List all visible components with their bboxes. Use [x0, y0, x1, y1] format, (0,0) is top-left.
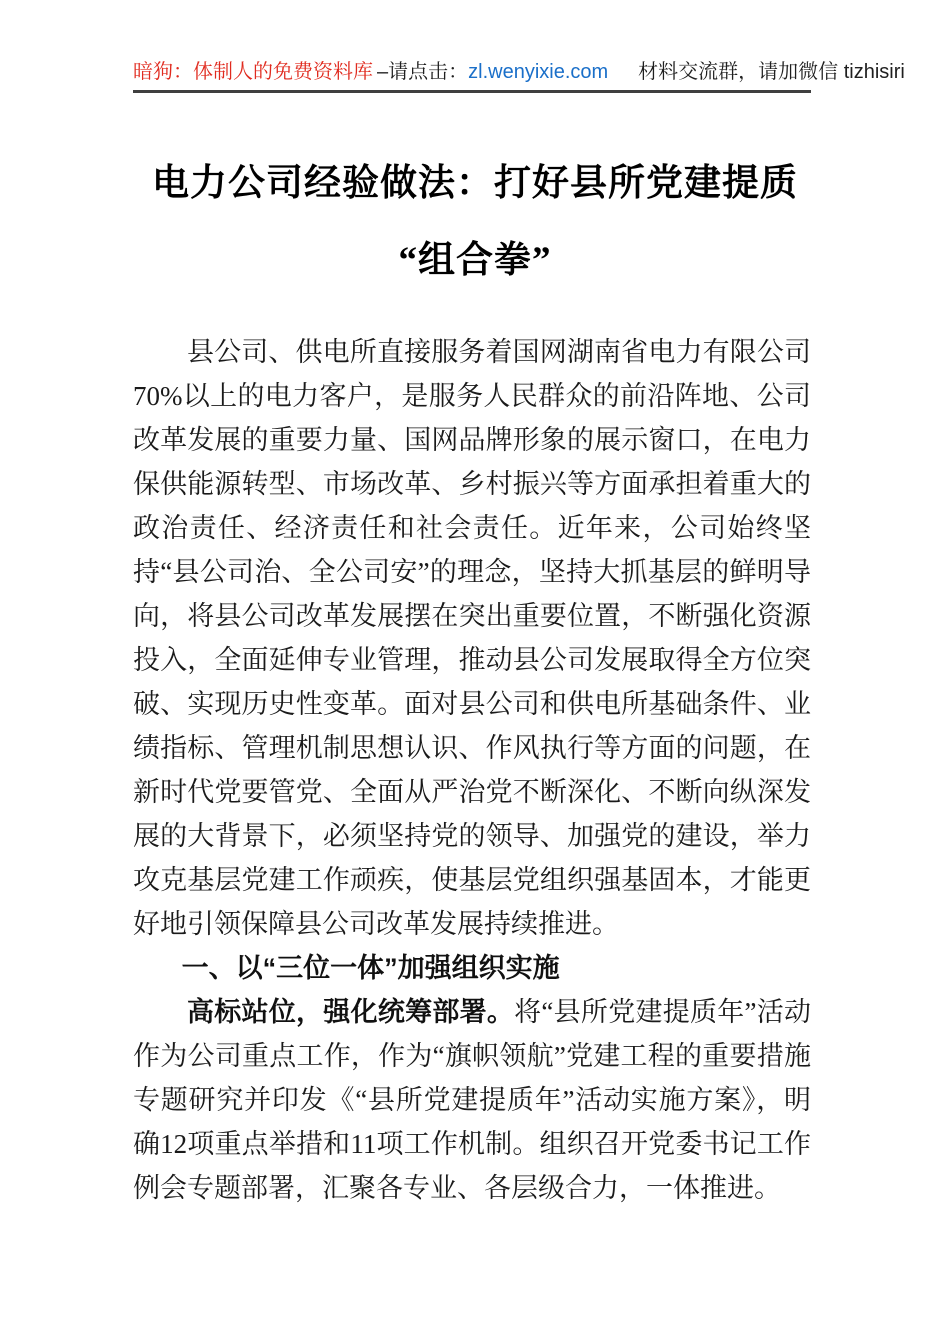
paragraph-1: 县公司、供电所直接服务着国网湖南省电力有限公司70%以上的电力客户，是服务人民群众的前沿阵地、公司改革发展的重要力量、国网品牌形象的展示窗口，在电力保供能源转型、市场改革、乡村振兴等方面承担着重大的政治责任、经济责任和社会责任。近年来，公司始终坚持“县公司治、全公司安”的理念，坚持大抓基层的鲜明导向，将县公司改革发展摆在突出重要位置，不断强化资源投入，全面延伸专业管理，推动县公司发展取得全方位突破、实现历史性变革。面对县公司和供电所基础条件、业绩指标、管理机制思想认识、作风执行等方面的问题，在新时代党要管党、全面从严治党不断深化、不断向纵深发展的大背景下，必须坚持党的领导、加强党的建设，举力攻克基层党建工作顽疾，使基层党组织强基固本，才能更好地引领保障县公司改革发展持续推进。	[133, 337, 811, 939]
document-title-line-2: “组合拳”	[398, 240, 552, 281]
document-title	[75, 145, 875, 299]
section-1-heading: 一、以“三位一体”加强组织实施	[181, 953, 560, 983]
paragraph-2-text: 将“县所党建提质年”活动作为公司重点工作，作为“旗帜领航”党建工程的重要措施专题研究并印发《“县所党建提质年”活动实施方案》，明确12项重点举措和11项工作机制。组织召开党委书记工作例会专题部署，汇聚各专业、各层级合力，一体推进。	[133, 997, 812, 1203]
document-title-line-1: 电力公司经验做法：打好县所党建提质	[152, 163, 798, 204]
paragraph-2	[133, 990, 811, 1210]
promo-wechat-note: 材料交流群，请加微信 tizhisiri	[638, 61, 905, 83]
paragraph-2-lead: 高标站位，强化统筹部署。	[187, 997, 515, 1027]
promo-link[interactable]: zl.wenyixie.com	[468, 61, 609, 83]
promo-click-label: –请点击：	[377, 61, 469, 83]
document-body	[133, 330, 811, 1210]
promo-bar	[133, 59, 905, 93]
promo-brand-text: 暗狗：体制人的免费资料库	[133, 61, 373, 83]
